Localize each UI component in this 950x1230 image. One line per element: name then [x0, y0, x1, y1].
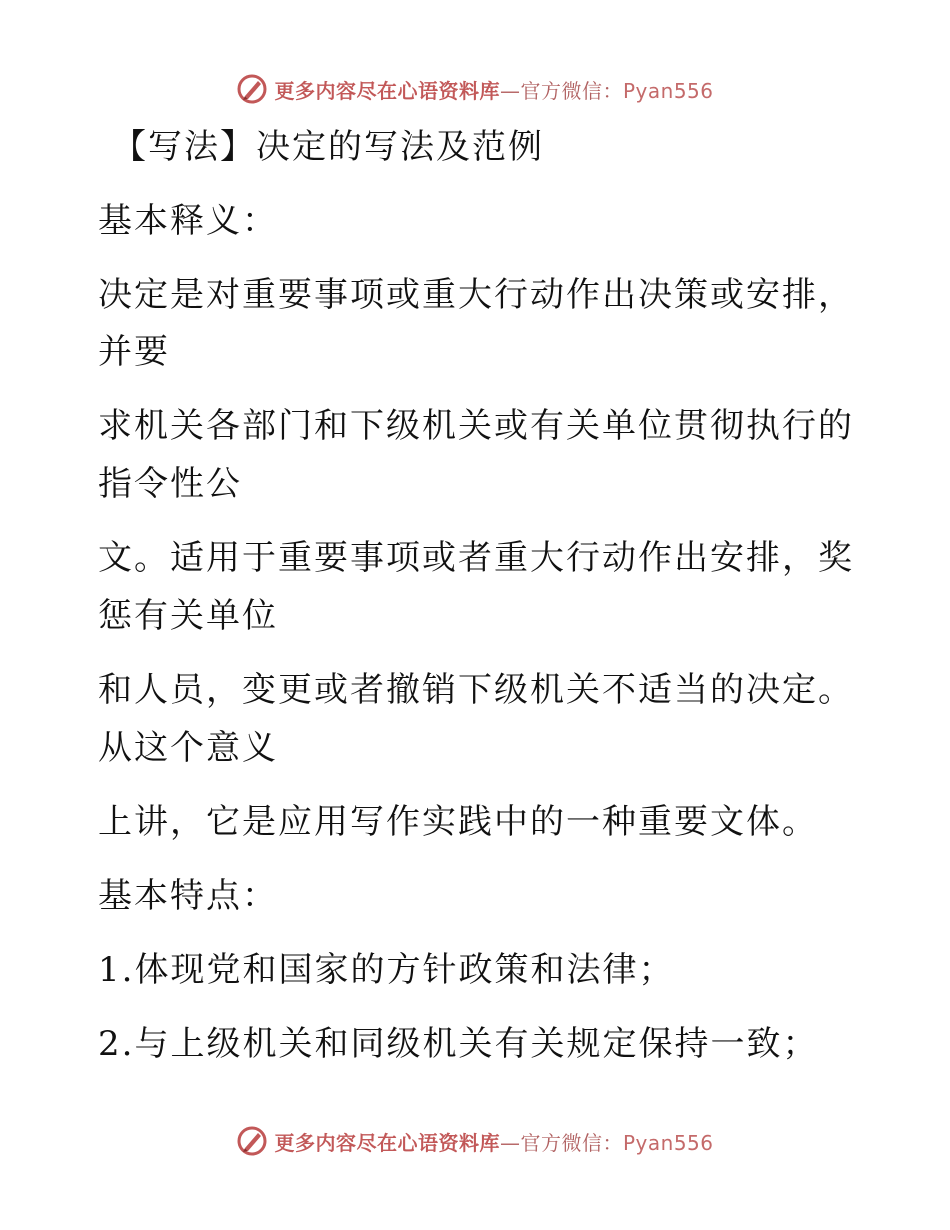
watermark-text: [274, 75, 713, 104]
watermark-dash: —: [499, 1130, 521, 1155]
footer-watermark: [0, 1121, 950, 1161]
text-line: 1.体现党和国家的方针政策和法律；: [98, 950, 675, 990]
document-title: 【写法】决定的写法及范例: [112, 127, 544, 167]
pen-logo-icon: [236, 73, 268, 105]
header-watermark: [0, 69, 950, 109]
text-line: 基本特点：: [98, 876, 278, 916]
text-line: 上讲，它是应用写作实践中的一种重要文体。: [98, 802, 818, 842]
pen-logo-icon: [236, 1125, 268, 1157]
watermark-brand: 更多内容尽在心语资料库: [274, 1130, 500, 1155]
watermark-wechat-id: Pyan556: [622, 1130, 714, 1155]
watermark-official-label: 官方微信：: [520, 1130, 623, 1155]
watermark-official-label: 官方微信：: [520, 78, 623, 103]
text-line: 文。适用于重要事项或者重大行动作出安排，奖: [98, 538, 854, 578]
watermark-dash: —: [499, 78, 521, 103]
text-line: 惩有关单位: [98, 596, 278, 636]
text-line: 从这个意义: [98, 728, 278, 768]
text-line: 和人员，变更或者撤销下级机关不适当的决定。: [98, 670, 854, 710]
watermark-text: [274, 1127, 713, 1156]
text-line: 2.与上级机关和同级机关有关规定保持一致；: [98, 1024, 819, 1064]
watermark-brand: 更多内容尽在心语资料库: [274, 78, 500, 103]
text-line: 并要: [98, 332, 170, 372]
text-line: 指令性公: [98, 464, 242, 504]
text-line: 决定是对重要事项或重大行动作出决策或安排，: [98, 275, 854, 315]
text-line: 基本释义：: [98, 201, 278, 241]
text-line: 求机关各部门和下级机关或有关单位贯彻执行的: [98, 406, 854, 446]
watermark-wechat-id: Pyan556: [622, 78, 714, 103]
